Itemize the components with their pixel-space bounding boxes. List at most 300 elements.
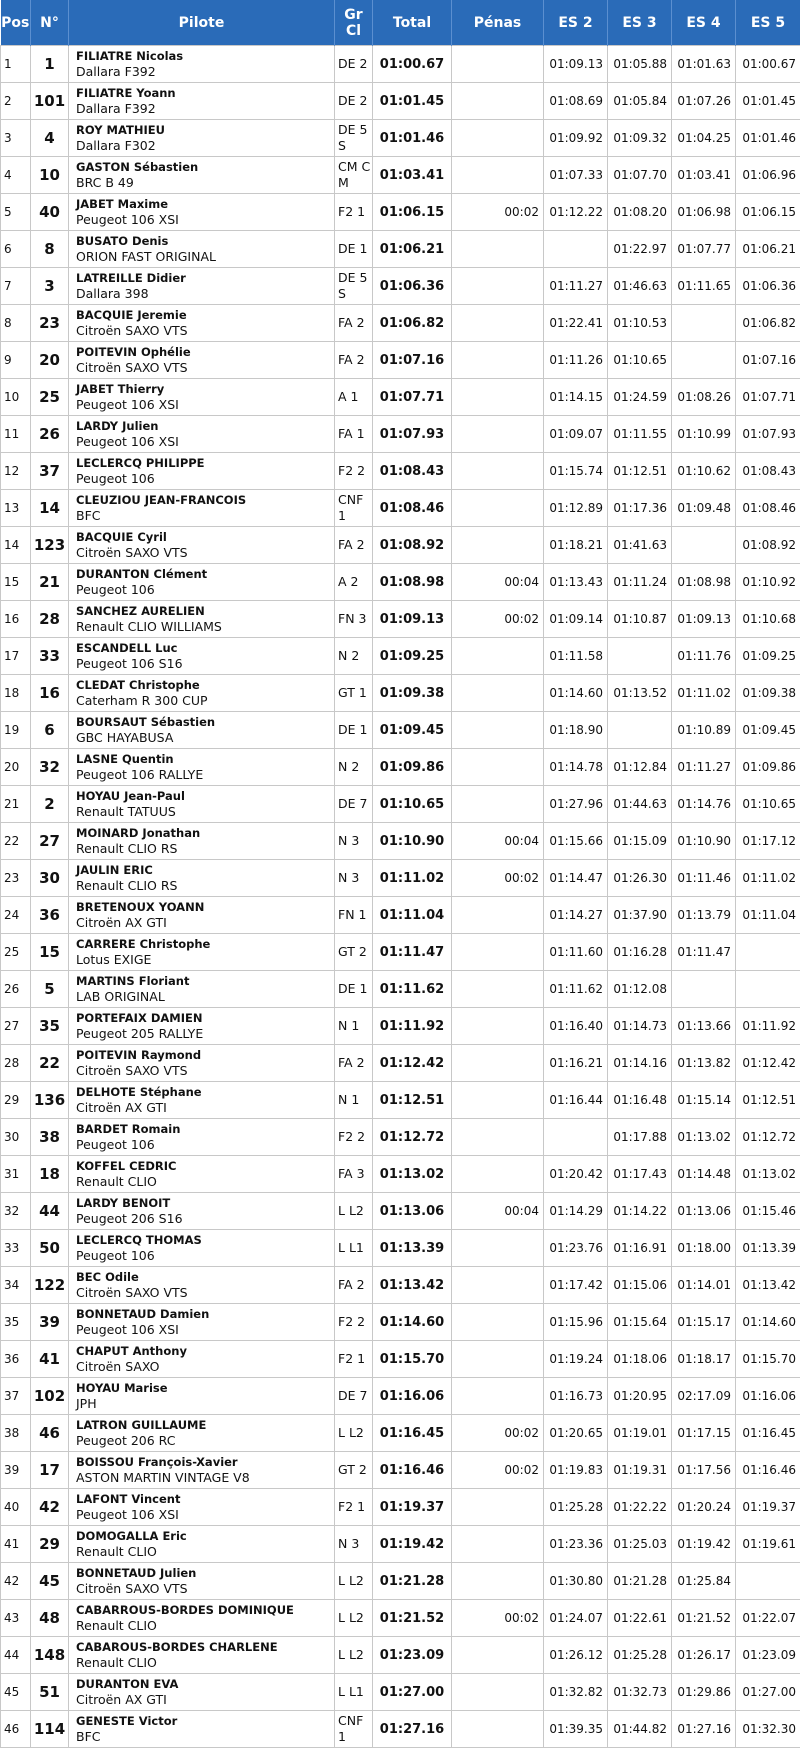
cell-total: 01:11.02 [373, 860, 452, 897]
car-model: Lotus EXIGE [76, 952, 334, 967]
cell-penalty [452, 342, 544, 379]
cell-es3: 01:26.30 [608, 860, 672, 897]
cell-group-class: L L2 [335, 1563, 373, 1600]
car-model: Renault CLIO RS [76, 878, 334, 893]
cell-es5: 01:16.46 [736, 1452, 800, 1489]
car-model: Peugeot 106 [76, 1137, 334, 1152]
cell-es4: 01:01.63 [672, 46, 736, 83]
cell-number: 39 [31, 1304, 69, 1341]
cell-es3: 01:12.51 [608, 453, 672, 490]
cell-group-class: GT 2 [335, 934, 373, 971]
cell-total: 01:19.37 [373, 1489, 452, 1526]
cell-penalty [452, 157, 544, 194]
cell-total: 01:12.51 [373, 1082, 452, 1119]
cell-group-class: FA 1 [335, 416, 373, 453]
cell-number: 44 [31, 1193, 69, 1230]
driver-name: SANCHEZ AURELIEN [76, 604, 334, 619]
car-model: Citroën SAXO VTS [76, 1581, 334, 1596]
driver-name: POITEVIN Ophélie [76, 345, 334, 360]
cell-number: 15 [31, 934, 69, 971]
car-model: ORION FAST ORIGINAL [76, 249, 334, 264]
cell-penalty [452, 675, 544, 712]
car-model: Citroën SAXO VTS [76, 323, 334, 338]
cell-es3: 01:14.73 [608, 1008, 672, 1045]
cell-number: 20 [31, 342, 69, 379]
cell-es2: 01:23.76 [544, 1230, 608, 1267]
table-row [1, 1526, 800, 1563]
cell-total: 01:01.46 [373, 120, 452, 157]
cell-pos: 5 [1, 194, 31, 231]
car-model: Peugeot 205 RALLYE [76, 1026, 334, 1041]
table-row [1, 490, 800, 527]
cell-es5 [736, 971, 800, 1008]
col-header-es5[interactable]: ES 5 [736, 0, 800, 46]
cell-pos: 9 [1, 342, 31, 379]
table-row [1, 934, 800, 971]
cell-es3: 01:16.28 [608, 934, 672, 971]
car-model: Peugeot 106 [76, 1248, 334, 1263]
driver-name: LAFONT Vincent [76, 1492, 334, 1507]
cell-es3: 01:15.64 [608, 1304, 672, 1341]
cell-es2: 01:32.82 [544, 1674, 608, 1711]
cell-es5: 01:17.12 [736, 823, 800, 860]
cell-es2: 01:14.29 [544, 1193, 608, 1230]
cell-es5: 01:13.42 [736, 1267, 800, 1304]
cell-total: 01:13.42 [373, 1267, 452, 1304]
cell-pilote [69, 1156, 335, 1193]
car-model: Peugeot 206 S16 [76, 1211, 334, 1226]
car-model: Renault CLIO [76, 1174, 334, 1189]
header-row [1, 0, 800, 46]
cell-pilote [69, 934, 335, 971]
car-model: Peugeot 106 XSI [76, 212, 334, 227]
cell-number: 148 [31, 1637, 69, 1674]
cell-pilote [69, 1193, 335, 1230]
col-header-es4[interactable]: ES 4 [672, 0, 736, 46]
cell-number: 33 [31, 638, 69, 675]
car-model: Renault TATUUS [76, 804, 334, 819]
cell-es2: 01:24.07 [544, 1600, 608, 1637]
cell-penalty: 00:02 [452, 601, 544, 638]
cell-pos: 10 [1, 379, 31, 416]
cell-es3: 01:22.61 [608, 1600, 672, 1637]
cell-pos: 42 [1, 1563, 31, 1600]
cell-es3: 01:12.84 [608, 749, 672, 786]
cell-number: 21 [31, 564, 69, 601]
cell-number: 51 [31, 1674, 69, 1711]
results-body [1, 46, 800, 1748]
cell-pos: 41 [1, 1526, 31, 1563]
cell-pilote [69, 1230, 335, 1267]
cell-es5: 01:32.30 [736, 1711, 800, 1748]
car-model: Citroën SAXO VTS [76, 1063, 334, 1078]
cell-pos: 29 [1, 1082, 31, 1119]
car-model: Dallara 398 [76, 286, 334, 301]
cell-es2: 01:14.15 [544, 379, 608, 416]
table-row [1, 1711, 800, 1748]
cell-penalty [452, 897, 544, 934]
col-header-pilote[interactable]: Pilote [69, 0, 335, 46]
cell-pos: 17 [1, 638, 31, 675]
cell-es5: 01:06.36 [736, 268, 800, 305]
cell-es5: 01:09.38 [736, 675, 800, 712]
cell-penalty [452, 712, 544, 749]
cell-es5: 01:07.93 [736, 416, 800, 453]
cell-pos: 24 [1, 897, 31, 934]
cell-es5: 01:08.92 [736, 527, 800, 564]
cell-total: 01:11.04 [373, 897, 452, 934]
cell-es5: 01:16.45 [736, 1415, 800, 1452]
car-model: Citroën AX GTI [76, 1692, 334, 1707]
driver-name: LASNE Quentin [76, 752, 334, 767]
cell-group-class: N 3 [335, 860, 373, 897]
car-model: Citroën AX GTI [76, 915, 334, 930]
cell-es3: 01:07.70 [608, 157, 672, 194]
cell-group-class: DE 5S [335, 120, 373, 157]
cell-group-class: N 1 [335, 1008, 373, 1045]
cell-es2: 01:11.62 [544, 971, 608, 1008]
cell-number: 45 [31, 1563, 69, 1600]
cell-penalty [452, 46, 544, 83]
cell-group-class: L L2 [335, 1415, 373, 1452]
cell-pilote [69, 601, 335, 638]
col-header-es3[interactable]: ES 3 [608, 0, 672, 46]
cell-es5: 01:00.67 [736, 46, 800, 83]
cell-total: 01:10.90 [373, 823, 452, 860]
cell-group-class: DE 1 [335, 231, 373, 268]
cell-es3: 01:46.63 [608, 268, 672, 305]
cell-es5: 01:11.04 [736, 897, 800, 934]
cell-es4: 01:13.02 [672, 1119, 736, 1156]
cell-group-class: L L1 [335, 1230, 373, 1267]
cell-es2: 01:22.41 [544, 305, 608, 342]
cell-penalty [452, 490, 544, 527]
cell-es2: 01:27.96 [544, 786, 608, 823]
table-row [1, 305, 800, 342]
driver-name: BRETENOUX YOANN [76, 900, 334, 915]
driver-name: LARDY BENOIT [76, 1196, 334, 1211]
driver-name: BACQUIE Cyril [76, 530, 334, 545]
cell-pos: 23 [1, 860, 31, 897]
cell-penalty [452, 83, 544, 120]
table-row [1, 1008, 800, 1045]
driver-name: BEC Odile [76, 1270, 334, 1285]
cell-group-class: A 2 [335, 564, 373, 601]
cell-pilote [69, 46, 335, 83]
cell-pos: 7 [1, 268, 31, 305]
cell-pilote [69, 453, 335, 490]
cell-total: 01:11.92 [373, 1008, 452, 1045]
cell-total: 01:09.86 [373, 749, 452, 786]
cell-total: 01:09.38 [373, 675, 452, 712]
cell-pos: 6 [1, 231, 31, 268]
driver-name: BOURSAUT Sébastien [76, 715, 334, 730]
cell-penalty [452, 305, 544, 342]
table-row [1, 1119, 800, 1156]
cell-penalty [452, 416, 544, 453]
cell-total: 01:19.42 [373, 1526, 452, 1563]
driver-name: CLEUZIOU JEAN-FRANCOIS [76, 493, 334, 508]
cell-es3: 01:20.95 [608, 1378, 672, 1415]
driver-name: LATRON GUILLAUME [76, 1418, 334, 1433]
driver-name: GENESTE Victor [76, 1714, 334, 1729]
cell-pos: 13 [1, 490, 31, 527]
cell-es2: 01:14.47 [544, 860, 608, 897]
driver-name: PORTEFAIX DAMIEN [76, 1011, 334, 1026]
cell-group-class: N 3 [335, 823, 373, 860]
cell-pos: 45 [1, 1674, 31, 1711]
cell-total: 01:16.45 [373, 1415, 452, 1452]
cell-es2: 01:09.07 [544, 416, 608, 453]
col-header-num[interactable]: N° [31, 0, 69, 46]
cell-es4 [672, 971, 736, 1008]
car-model: Dallara F302 [76, 138, 334, 153]
cell-penalty [452, 527, 544, 564]
cell-total: 01:27.00 [373, 1674, 452, 1711]
table-row [1, 564, 800, 601]
cell-number: 27 [31, 823, 69, 860]
table-row [1, 1230, 800, 1267]
cell-group-class: DE 2 [335, 46, 373, 83]
cell-es3: 01:05.88 [608, 46, 672, 83]
cell-es4: 01:07.26 [672, 83, 736, 120]
cell-group-class: CM CM [335, 157, 373, 194]
col-header-es2[interactable]: ES 2 [544, 0, 608, 46]
cell-number: 5 [31, 971, 69, 1008]
cell-pilote [69, 749, 335, 786]
cell-es3: 01:14.22 [608, 1193, 672, 1230]
driver-name: BONNETAUD Julien [76, 1566, 334, 1581]
car-model: Renault CLIO [76, 1618, 334, 1633]
cell-es5: 01:08.43 [736, 453, 800, 490]
cell-penalty [452, 786, 544, 823]
table-row [1, 823, 800, 860]
cell-penalty [452, 971, 544, 1008]
cell-es2: 01:19.83 [544, 1452, 608, 1489]
cell-penalty: 00:02 [452, 860, 544, 897]
cell-group-class: FA 2 [335, 527, 373, 564]
cell-penalty [452, 749, 544, 786]
cell-penalty [452, 1563, 544, 1600]
table-row [1, 1452, 800, 1489]
cell-es5: 01:23.09 [736, 1637, 800, 1674]
cell-es4: 01:11.27 [672, 749, 736, 786]
cell-total: 01:11.47 [373, 934, 452, 971]
cell-penalty [452, 1341, 544, 1378]
cell-penalty: 00:04 [452, 1193, 544, 1230]
cell-es4: 01:18.17 [672, 1341, 736, 1378]
cell-es3: 01:16.48 [608, 1082, 672, 1119]
cell-total: 01:06.15 [373, 194, 452, 231]
cell-es5: 01:11.92 [736, 1008, 800, 1045]
cell-es4: 01:29.86 [672, 1674, 736, 1711]
cell-pilote [69, 1637, 335, 1674]
cell-total: 01:07.93 [373, 416, 452, 453]
cell-group-class: F2 2 [335, 1119, 373, 1156]
col-header-total[interactable]: Total [373, 0, 452, 46]
cell-pos: 2 [1, 83, 31, 120]
cell-pilote [69, 305, 335, 342]
cell-es4: 01:10.90 [672, 823, 736, 860]
cell-total: 01:27.16 [373, 1711, 452, 1748]
cell-es5: 01:06.21 [736, 231, 800, 268]
cell-penalty [452, 120, 544, 157]
cell-es2: 01:15.96 [544, 1304, 608, 1341]
table-row [1, 1600, 800, 1637]
driver-name: LECLERCQ PHILIPPE [76, 456, 334, 471]
cell-penalty [452, 1637, 544, 1674]
cell-group-class: DE 7 [335, 786, 373, 823]
cell-es2: 01:09.13 [544, 46, 608, 83]
cell-es2: 01:14.27 [544, 897, 608, 934]
driver-name: GASTON Sébastien [76, 160, 334, 175]
cell-es2: 01:30.80 [544, 1563, 608, 1600]
cell-pos: 34 [1, 1267, 31, 1304]
cell-group-class: GT 2 [335, 1452, 373, 1489]
cell-number: 17 [31, 1452, 69, 1489]
cell-es2: 01:11.26 [544, 342, 608, 379]
cell-es3: 01:21.28 [608, 1563, 672, 1600]
cell-total: 01:08.43 [373, 453, 452, 490]
cell-pilote [69, 1267, 335, 1304]
cell-penalty [452, 1489, 544, 1526]
cell-es4: 01:14.01 [672, 1267, 736, 1304]
car-model: Dallara F392 [76, 101, 334, 116]
cell-es5: 01:08.46 [736, 490, 800, 527]
cell-pos: 26 [1, 971, 31, 1008]
cell-es4: 01:09.48 [672, 490, 736, 527]
cell-group-class: L L2 [335, 1637, 373, 1674]
cell-es4: 01:13.79 [672, 897, 736, 934]
cell-es3: 01:14.16 [608, 1045, 672, 1082]
cell-pilote [69, 638, 335, 675]
cell-number: 25 [31, 379, 69, 416]
cell-es3: 01:41.63 [608, 527, 672, 564]
cell-pos: 8 [1, 305, 31, 342]
cell-es2: 01:16.73 [544, 1378, 608, 1415]
cell-es2: 01:16.44 [544, 1082, 608, 1119]
cell-penalty: 00:02 [452, 1600, 544, 1637]
driver-name: HOYAU Marise [76, 1381, 334, 1396]
cell-es3: 01:09.32 [608, 120, 672, 157]
table-row [1, 527, 800, 564]
cell-es5: 01:27.00 [736, 1674, 800, 1711]
cell-es3: 01:12.08 [608, 971, 672, 1008]
car-model: LAB ORIGINAL [76, 989, 334, 1004]
cell-es4: 01:13.82 [672, 1045, 736, 1082]
cell-es3: 01:10.65 [608, 342, 672, 379]
col-header-pos[interactable]: Pos [1, 0, 31, 46]
cell-number: 22 [31, 1045, 69, 1082]
cell-es5: 01:07.16 [736, 342, 800, 379]
cell-group-class: CNF 1 [335, 490, 373, 527]
table-row [1, 231, 800, 268]
driver-name: DELHOTE Stéphane [76, 1085, 334, 1100]
cell-pilote [69, 194, 335, 231]
cell-es3: 01:22.22 [608, 1489, 672, 1526]
cell-es2: 01:18.21 [544, 527, 608, 564]
cell-pos: 3 [1, 120, 31, 157]
driver-name: DOMOGALLA Eric [76, 1529, 334, 1544]
driver-name: BONNETAUD Damien [76, 1307, 334, 1322]
cell-es2: 01:11.27 [544, 268, 608, 305]
cell-es3 [608, 712, 672, 749]
cell-total: 01:09.13 [373, 601, 452, 638]
cell-es3: 01:15.06 [608, 1267, 672, 1304]
cell-es5: 01:06.82 [736, 305, 800, 342]
cell-es4: 01:25.84 [672, 1563, 736, 1600]
cell-es5: 01:09.86 [736, 749, 800, 786]
cell-total: 01:08.46 [373, 490, 452, 527]
cell-es4: 01:08.98 [672, 564, 736, 601]
cell-pos: 15 [1, 564, 31, 601]
cell-es3 [608, 638, 672, 675]
cell-group-class: FA 2 [335, 1045, 373, 1082]
cell-es4: 01:17.56 [672, 1452, 736, 1489]
col-header-gr[interactable]: Gr Cl [335, 0, 373, 46]
cell-number: 50 [31, 1230, 69, 1267]
table-row [1, 1193, 800, 1230]
driver-name: MOINARD Jonathan [76, 826, 334, 841]
cell-es2: 01:16.40 [544, 1008, 608, 1045]
table-row [1, 46, 800, 83]
driver-name: ESCANDELL Luc [76, 641, 334, 656]
cell-es5: 01:15.46 [736, 1193, 800, 1230]
cell-number: 40 [31, 194, 69, 231]
cell-es5: 01:13.02 [736, 1156, 800, 1193]
cell-group-class: F2 1 [335, 1489, 373, 1526]
car-model: Citroën SAXO VTS [76, 1285, 334, 1300]
cell-penalty: 00:04 [452, 564, 544, 601]
driver-name: ROY MATHIEU [76, 123, 334, 138]
cell-pilote [69, 231, 335, 268]
cell-es4: 01:06.98 [672, 194, 736, 231]
cell-es4: 01:14.48 [672, 1156, 736, 1193]
cell-pos: 20 [1, 749, 31, 786]
cell-es2: 01:19.24 [544, 1341, 608, 1378]
col-header-penas[interactable]: Pénas [452, 0, 544, 46]
cell-number: 46 [31, 1415, 69, 1452]
table-row [1, 1637, 800, 1674]
cell-es2: 01:25.28 [544, 1489, 608, 1526]
cell-penalty [452, 1156, 544, 1193]
cell-es2: 01:14.60 [544, 675, 608, 712]
table-row [1, 675, 800, 712]
cell-pos: 35 [1, 1304, 31, 1341]
cell-penalty [452, 1267, 544, 1304]
cell-es3: 01:17.88 [608, 1119, 672, 1156]
car-model: Peugeot 106 RALLYE [76, 767, 334, 782]
table-row [1, 83, 800, 120]
cell-es5: 01:07.71 [736, 379, 800, 416]
table-row [1, 712, 800, 749]
cell-es2: 01:07.33 [544, 157, 608, 194]
cell-pilote [69, 1526, 335, 1563]
cell-es2 [544, 231, 608, 268]
cell-pilote [69, 1415, 335, 1452]
cell-es3: 01:13.52 [608, 675, 672, 712]
cell-penalty: 00:02 [452, 1415, 544, 1452]
cell-es3: 01:19.01 [608, 1415, 672, 1452]
cell-penalty [452, 934, 544, 971]
cell-group-class: FN 3 [335, 601, 373, 638]
driver-name: CABAROUS-BORDES CHARLENE [76, 1640, 334, 1655]
table-row [1, 971, 800, 1008]
cell-pilote [69, 527, 335, 564]
cell-es2: 01:16.21 [544, 1045, 608, 1082]
cell-es4: 01:13.66 [672, 1008, 736, 1045]
cell-number: 36 [31, 897, 69, 934]
